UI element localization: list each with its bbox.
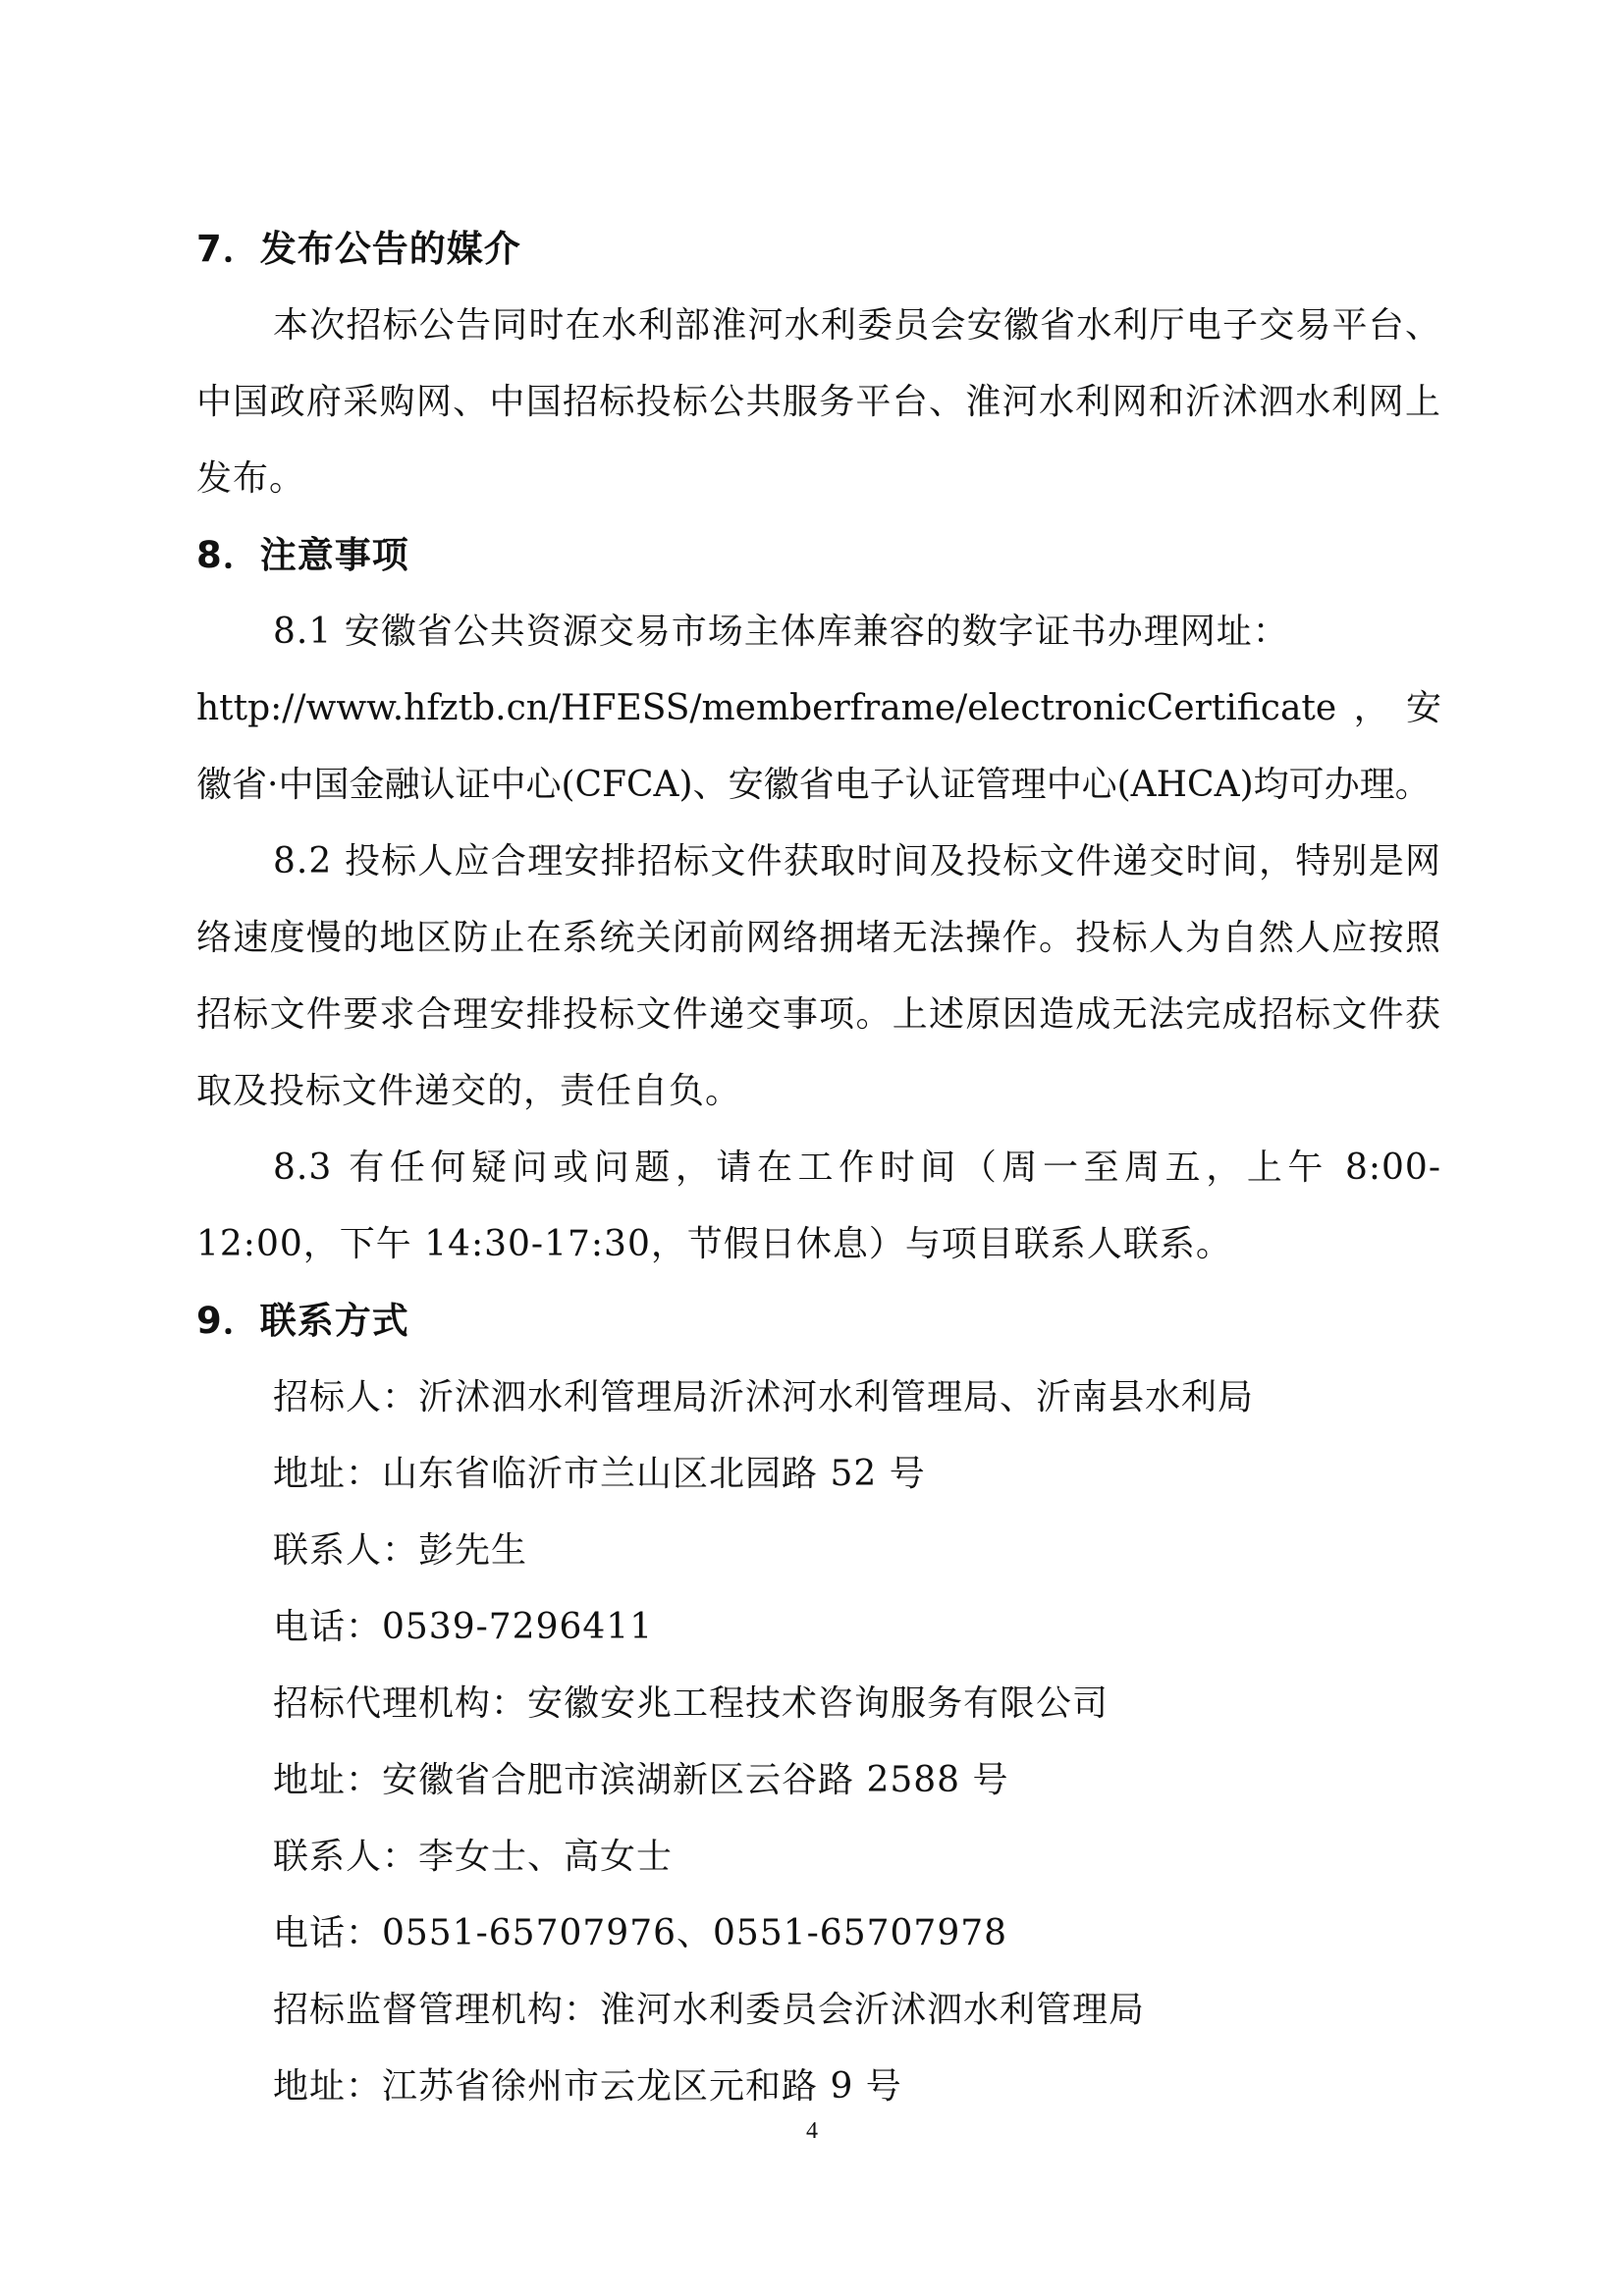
contact-tenderer: 招标人：沂沭泗水利管理局沂沭河水利管理局、沂南县水利局 [273, 1377, 1255, 1417]
contact-tenderer-address: 地址：山东省临沂市兰山区北园路 52 号 [273, 1454, 926, 1494]
document-page [196, 211, 1441, 2125]
section-8-1-intro: 8.1 安徽省公共资源交易市场主体库兼容的数字证书办理网址： [273, 612, 1289, 652]
section-8-1-url-text: http://www.hfztb.cn/HFESS/memberframe/electronicCertificate，安徽省·中国金融认证中心(CFCA)、安徽省电子认证管理中心(AHCA)均可办理。 [196, 688, 1441, 805]
contact-agency-address: 地址：安徽省合肥市滨湖新区云谷路 2588 号 [273, 1760, 1009, 1800]
page-number: 4 [806, 2118, 818, 2144]
contact-agency: 招标代理机构：安徽安兆工程技术咨询服务有限公司 [273, 1683, 1110, 1724]
section-8-3-body: 8.3 有任何疑问或问题，请在工作时间（周一至周五，上午 8:00-12:00，下午 14:30-17:30，节假日休息）与项目联系人联系。 [196, 1148, 1441, 1264]
contact-tenderer-phone: 电话：0539-7296411 [273, 1607, 654, 1647]
contact-agency-person: 联系人：李女士、高女士 [273, 1837, 674, 1877]
section-8-2-body: 8.2 投标人应合理安排招标文件获取时间及投标文件递交时间，特别是网络速度慢的地区防止在系统关闭前网络拥堵无法操作。投标人为自然人应按照招标文件要求合理安排投标文件递交事项。上述原因造成无法完成招标文件获取及投标文件递交的，责任自负。 [196, 841, 1441, 1111]
contact-supervisor: 招标监督管理机构：淮河水利委员会沂沭泗水利管理局 [273, 1990, 1146, 2030]
section-9-heading: 9．联系方式 [196, 1300, 409, 1342]
section-7-heading: 7．发布公告的媒介 [196, 228, 521, 270]
section-8-heading: 8．注意事项 [196, 534, 409, 576]
contact-supervisor-address: 地址：江苏省徐州市云龙区元和路 9 号 [273, 2066, 902, 2107]
section-7-body: 本次招标公告同时在水利部淮河水利委员会安徽省水利厅电子交易平台、中国政府采购网、中国招标投标公共服务平台、淮河水利网和沂沭泗水利网上发布。 [196, 305, 1441, 499]
contact-tenderer-person: 联系人：彭先生 [273, 1530, 528, 1571]
contact-agency-phone: 电话：0551-65707976、0551-65707978 [273, 1913, 1008, 1953]
